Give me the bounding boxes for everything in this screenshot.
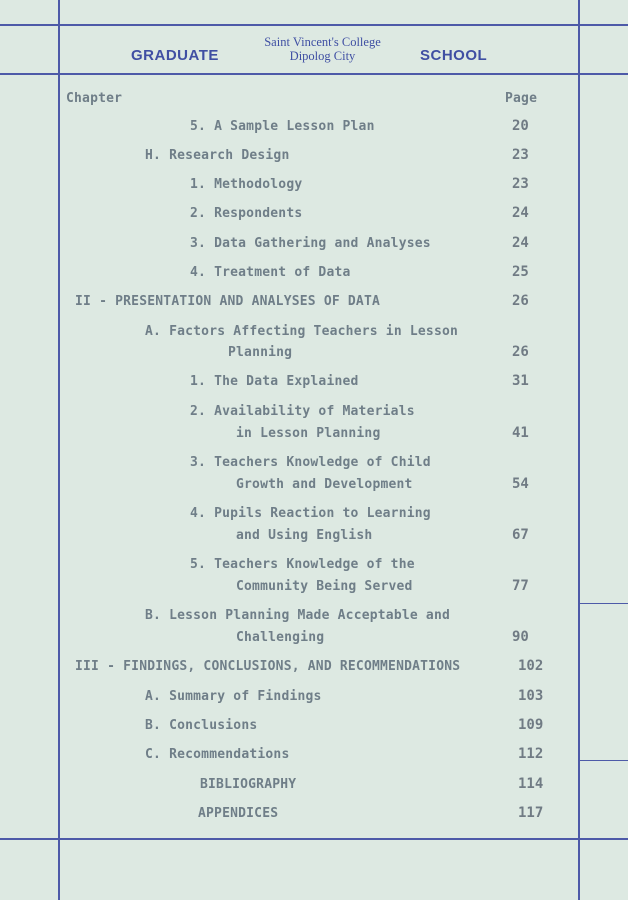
toc-page: 23 [512, 147, 529, 163]
toc-chapter: III - FINDINGS, CONCLUSIONS, AND RECOMMENDATIONS [75, 659, 461, 674]
toc-entry: B. Lesson Planning Made Acceptable and [145, 608, 451, 623]
toc-page: 26 [512, 293, 529, 309]
toc-page: 24 [512, 235, 529, 251]
toc-entry: 4. Pupils Reaction to Learning [190, 506, 431, 521]
page-heading: Page [505, 91, 538, 106]
toc-entry-cont: Growth and Development [236, 477, 413, 492]
toc-page: 103 [518, 688, 544, 704]
toc-page: 41 [512, 425, 529, 441]
header-school: SCHOOL [420, 47, 488, 64]
toc-entry: H. Research Design [145, 148, 290, 163]
toc-page: 54 [512, 476, 529, 492]
toc-entry-cont: in Lesson Planning [236, 426, 381, 441]
toc-page: 25 [512, 264, 529, 280]
toc-page: 109 [518, 717, 544, 733]
toc-page: 117 [518, 805, 544, 821]
toc-page: 77 [512, 578, 529, 594]
toc-entry: 4. Treatment of Data [190, 265, 351, 280]
toc-entry: A. Factors Affecting Teachers in Lesson [145, 324, 459, 339]
toc-entry: 3. Teachers Knowledge of Child [190, 455, 431, 470]
toc-entry: APPENDICES [198, 806, 279, 821]
toc-entry: 3. Data Gathering and Analyses [190, 236, 431, 251]
toc-page: 26 [512, 344, 529, 360]
toc-entry-cont: Challenging [236, 630, 325, 645]
toc-entry: 2. Respondents [190, 206, 303, 221]
toc-page: 23 [512, 176, 529, 192]
toc-entry: C. Recommendations [145, 747, 290, 762]
toc-entry: 5. Teachers Knowledge of the [190, 557, 415, 572]
toc-page: 102 [518, 658, 544, 674]
toc-entry-cont: Planning [228, 345, 293, 360]
toc-page: 112 [518, 746, 544, 762]
toc-page: 24 [512, 205, 529, 221]
chapter-heading: Chapter [66, 91, 123, 106]
toc-entry: A. Summary of Findings [145, 689, 322, 704]
toc-entry: BIBLIOGRAPHY [200, 777, 297, 792]
toc-entry: 5. A Sample Lesson Plan [190, 119, 375, 134]
toc-page: 31 [512, 373, 529, 389]
toc-entry-cont: Community Being Served [236, 579, 413, 594]
college-line-1: Saint Vincent's College [264, 35, 381, 49]
toc-entry: 1. Methodology [190, 177, 303, 192]
toc-entry-cont: and Using English [236, 528, 373, 543]
toc-entry: 1. The Data Explained [190, 374, 359, 389]
toc-entry: 2. Availability of Materials [190, 404, 415, 419]
toc-page: 67 [512, 527, 529, 543]
toc-page: 90 [512, 629, 529, 645]
college-line-2: Dipolog City [289, 49, 356, 63]
toc-page: 114 [518, 776, 544, 792]
toc-page: 20 [512, 118, 529, 134]
header-graduate: GRADUATE [131, 47, 219, 64]
toc-chapter: II - PRESENTATION AND ANALYSES OF DATA [75, 294, 381, 309]
toc-entry: B. Conclusions [145, 718, 258, 733]
